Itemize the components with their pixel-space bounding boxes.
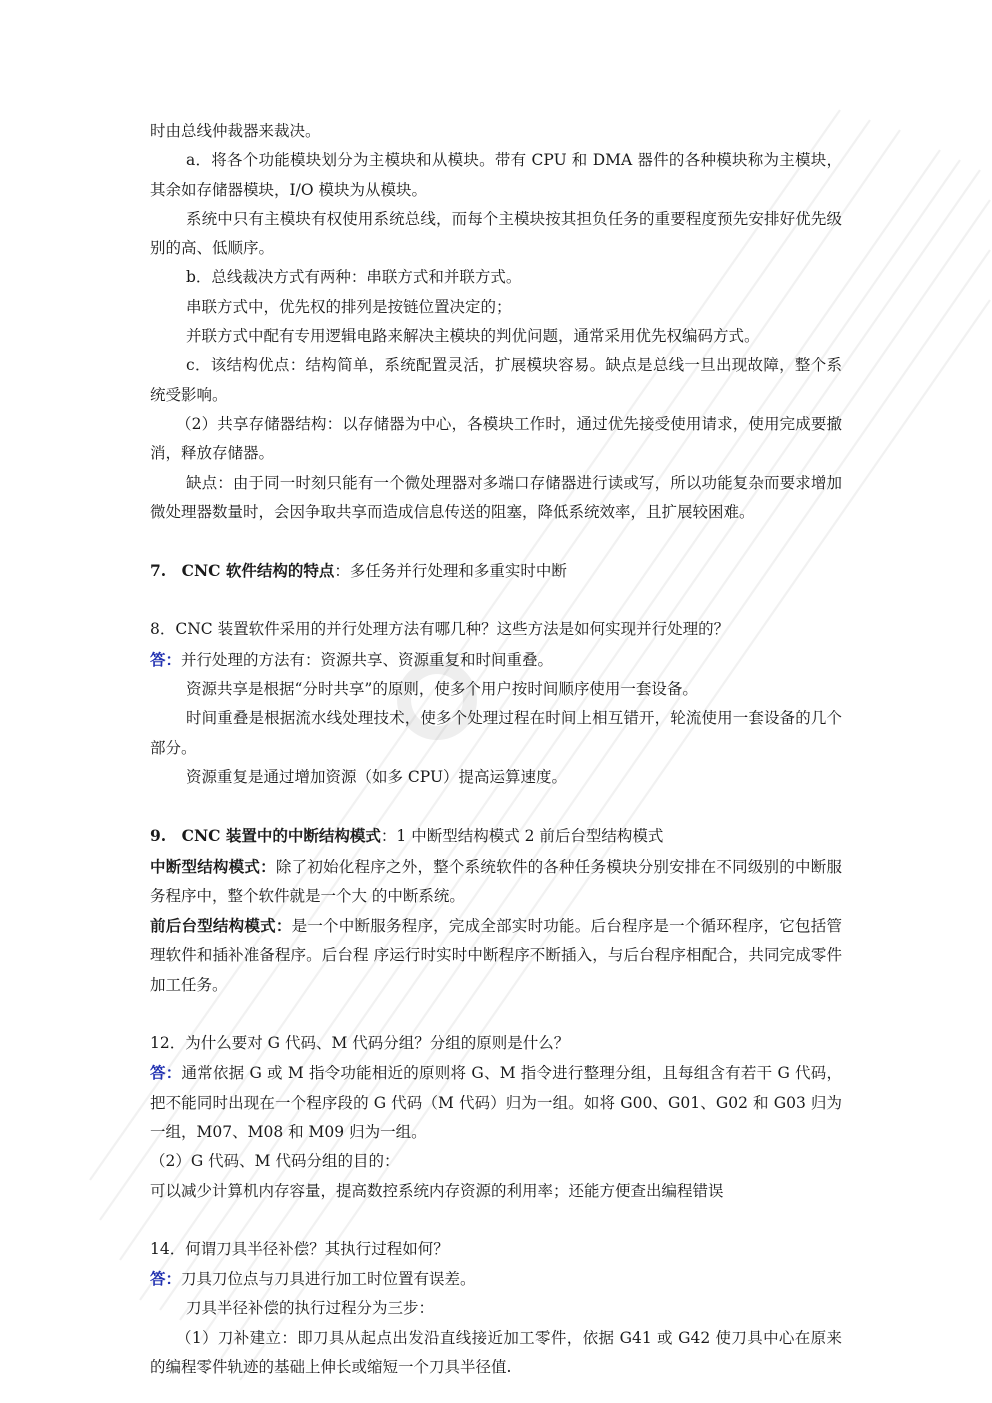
paragraph: b．总线裁决方式有两种：串联方式和并联方式。 <box>186 268 522 287</box>
paragraph: 系统中只有主模块有权使用系统总线，而每个主模块按其担负任务的重要程度预先安排好优先级别的高、低顺序。 <box>150 209 842 258</box>
section-9-heading: 9. CNC 装置中的中断结构模式 <box>150 826 381 846</box>
paragraph: （2）共享存储器结构：以存储器为中心，各模块工作时，通过优先接受使用请求，使用完成要撤消，释放存储器。 <box>150 414 842 463</box>
question-14: 14．何谓刀具半径补偿？其执行过程如何？ <box>150 1239 449 1258</box>
paragraph: c．该结构优点：结构简单，系统配置灵活，扩展模块容易。缺点是总线一旦出现故障，整个系统受影响。 <box>150 356 842 404</box>
answer-8 <box>150 645 842 675</box>
term-text: 是一个中断服务程序，完成全部实时功能。后台程序是一个循环程序，它包括管理软件和插补准备程序。后台程 序运行时实时中断程序不断插入，与后台程序相配合，共同完成零件加工任务。 <box>150 917 842 994</box>
answer-label: 答： <box>150 1269 182 1289</box>
page-content <box>150 117 842 1382</box>
paragraph <box>150 911 842 1000</box>
paragraph: 刀具半径补偿的执行过程分为三步： <box>186 1299 435 1318</box>
section-9-text: ：1 中断型结构模式 2 前后台型结构模式 <box>380 827 664 846</box>
paragraph: 时由总线仲裁器来裁决。 <box>150 122 321 140</box>
question-8: 8．CNC 装置软件采用的并行处理方法有哪几种？这些方法是如何实现并行处理的？ <box>150 620 730 639</box>
section-7 <box>150 556 842 586</box>
term-heading: 中断型结构模式： <box>150 856 276 876</box>
paragraph: 资源共享是根据“分时共享”的原则，使多个用户按时间顺序使用一套设备。 <box>186 680 698 699</box>
term-heading: 前后台型结构模式： <box>150 916 292 936</box>
paragraph: 并联方式中配有专用逻辑电路来解决主模块的判优问题，通常采用优先权编码方式。 <box>186 327 760 346</box>
paragraph: 串联方式中，优先权的排列是按链位置决定的； <box>186 297 512 316</box>
section-7-text: ：多任务并行处理和多重实时中断 <box>334 562 567 581</box>
paragraph <box>150 852 842 912</box>
section-9 <box>150 821 842 851</box>
question-12: 12．为什么要对 G 代码、M 代码分组？分组的原则是什么？ <box>150 1034 570 1053</box>
paragraph: （2）G 代码、M 代码分组的目的： <box>150 1152 400 1171</box>
paragraph: 时间重叠是根据流水线处理技术，使多个处理过程在时间上相互错开，轮流使用一套设备的几个部分。 <box>150 709 842 757</box>
answer-text: 刀具刀位点与刀具进行加工时位置有误差。 <box>181 1270 476 1289</box>
paragraph: 可以减少计算机内存容量，提高数控系统内存资源的利用率；还能方便查出编程错误 <box>150 1181 724 1200</box>
answer-label: 答： <box>150 1063 182 1083</box>
paragraph: 缺点：由于同一时刻只能有一个微处理器对多端口存储器进行读或写，所以功能复杂而要求增加微处理器数量时，会因争取共享而造成信息传送的阻塞，降低系统效率，且扩展较困难。 <box>150 473 842 521</box>
term-text: 除了初始化程序之外，整个系统软件的各种任务模块分别安排在不同级别的中断服务程序中，整个软件就是一个大 的中断系统。 <box>150 857 842 905</box>
paragraph: 资源重复是通过增加资源（如多 CPU）提高运算速度。 <box>186 767 568 786</box>
answer-text: 通常依据 G 或 M 指令功能相近的原则将 G、M 指令进行整理分组，且每组含有若干 G 代码，把不能同时出现在一个程序段的 G 代码（M 代码）归为一组。如将 G00、G01、G02 和 G03 归为一组，M07、M08 和 M09 归为一组。 <box>150 1064 842 1141</box>
paragraph: a．将各个功能模块划分为主模块和从模块。带有 CPU 和 DMA 器件的各种模块称为主模块，其余如存储器模块，I/O 模块为从模块。 <box>150 151 842 199</box>
paragraph: （1）刀补建立：即刀具从起点出发沿直线接近加工零件，依据 G41 或 G42 使刀具中心在原来的编程零件轨迹的基础上伸长或缩短一个刀具半径值. <box>150 1328 842 1376</box>
answer-label: 答： <box>150 649 182 669</box>
answer-12 <box>150 1058 842 1147</box>
answer-14 <box>150 1264 842 1294</box>
answer-text: 并行处理的方法有：资源共享、资源重复和时间重叠。 <box>181 650 554 669</box>
section-7-heading: 7. CNC 软件结构的特点 <box>150 561 335 581</box>
